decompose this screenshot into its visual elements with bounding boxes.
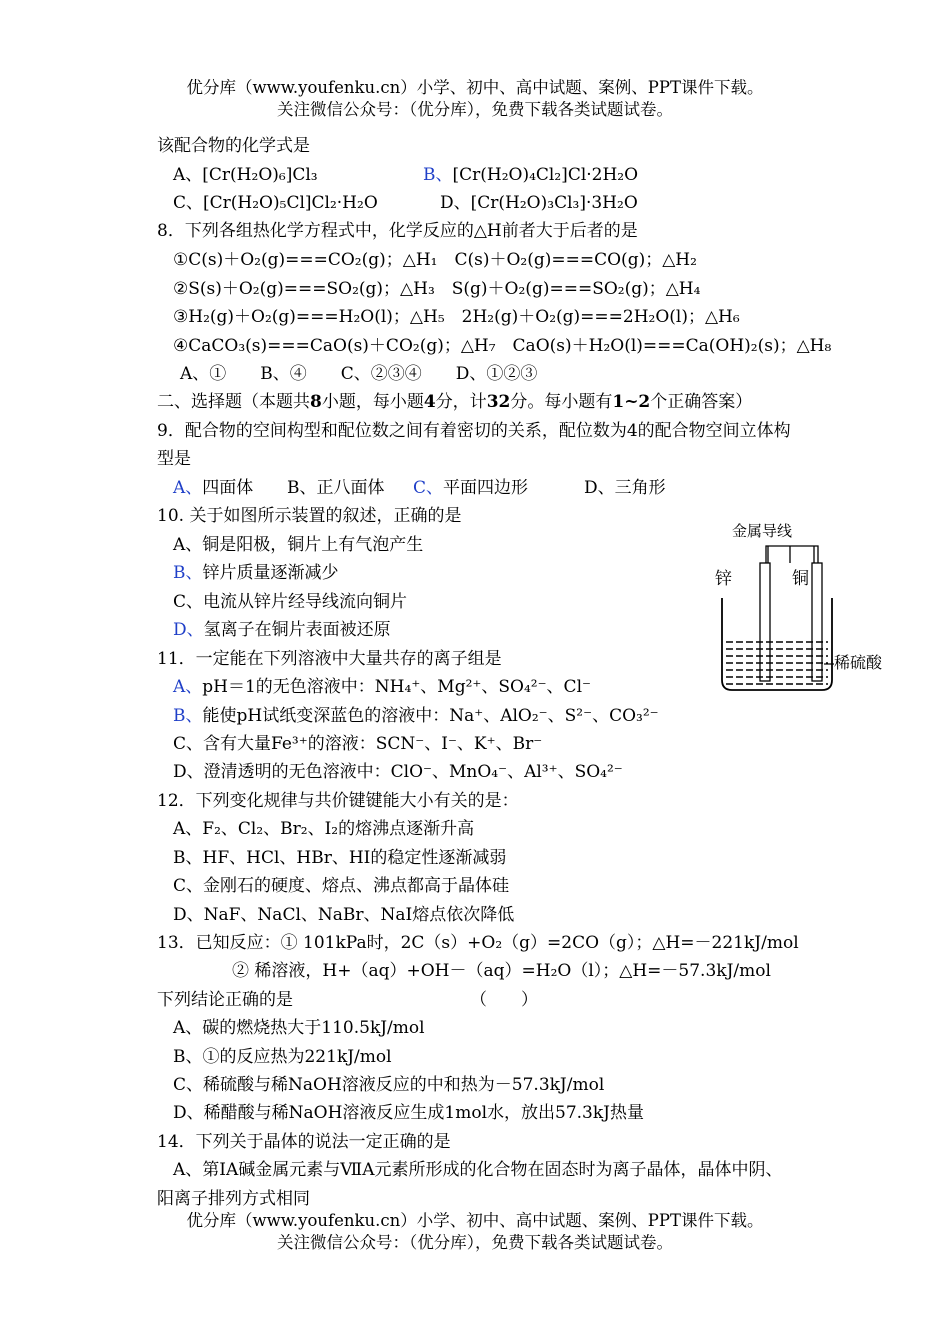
- q13-stem-line-2: ② 稀溶液，H+（aq）+OH－（aq）=H₂O（l）；△H=－57.3kJ/mol: [232, 961, 771, 981]
- header-line-2: 关注微信公众号：（优分库），免费下载各类试题试卷。: [277, 100, 673, 119]
- q8-reaction-1: ①C(s)＋O₂(g)===CO₂(g)；△H₁ C(s)＋O₂(g)===CO(g)；△H₂: [173, 250, 697, 270]
- q12-option-d: D、NaF、NaCl、NaBr、NaI熔点依次降低: [173, 905, 515, 925]
- q10-option-b: B、锌片质量逐渐减少: [173, 563, 339, 583]
- q13-stem-line-1: 13．已知反应：① 101kPa时，2C（s）+O₂（g）=2CO（g）；△H=－221kJ/mol: [157, 933, 799, 953]
- q7-option-c: C、[Cr(H₂O)₅Cl]Cl₂·H₂O: [173, 193, 378, 213]
- q14-stem: 14．下列关于晶体的说法一定正确的是: [157, 1132, 451, 1152]
- footer-line-1: 优分库（www.youfenku.cn）小学、初中、高中试题、案例、PPT课件下载。: [186, 1211, 764, 1230]
- q8-reaction-4: ④CaCO₃(s)===CaO(s)＋CO₂(g)；△H₇ CaO(s)＋H₂O(l)===Ca(OH)₂(s)；△H₈: [173, 336, 832, 356]
- fig-label-copper: 铜: [792, 569, 809, 588]
- q11-option-a: A、pH＝1的无色溶液中：NH₄⁺、Mg²⁺、SO₄²⁻、Cl⁻: [173, 677, 591, 697]
- header-line-1: 优分库（www.youfenku.cn）小学、初中、高中试题、案例、PPT课件下载。: [186, 78, 764, 97]
- q12-stem: 12．下列变化规律与共价键键能大小有关的是：: [157, 791, 519, 811]
- footer-line-2: 关注微信公众号：（优分库），免费下载各类试题试卷。: [277, 1233, 673, 1252]
- fig-label-wire: 金属导线: [732, 523, 793, 540]
- q13-option-d: D、稀醋酸与稀NaOH溶液反应生成1mol水，放出57.3kJ热量: [173, 1103, 644, 1123]
- q7-stem: 该配合物的化学式是: [157, 136, 310, 156]
- q9-option-c: C、平面四边形: [413, 478, 529, 498]
- q14-option-a-line-1: A、第ⅠA碱金属元素与ⅦA元素所形成的化合物在固态时为离子晶体，晶体中阴、: [173, 1160, 783, 1180]
- q13-option-b: B、①的反应热为221kJ/mol: [173, 1047, 392, 1067]
- q13-answer-blank: （ ）: [470, 990, 538, 1010]
- q8-options: A、① B、④ C、②③④ D、①②③: [180, 364, 538, 384]
- q12-option-a: A、F₂、Cl₂、Br₂、I₂的熔沸点逐渐升高: [173, 819, 475, 839]
- q7-option-b: B、[Cr(H₂O)₄Cl₂]Cl·2H₂O: [423, 165, 639, 185]
- fig-label-zinc: 锌: [715, 569, 732, 588]
- q9-option-d: D、三角形: [584, 478, 666, 498]
- q11-option-c: C、含有大量Fe³⁺的溶液：SCN⁻、I⁻、K⁺、Br⁻: [173, 734, 543, 754]
- fig-label-acid: 稀硫酸: [834, 655, 883, 672]
- q10-option-a: A、铜是阳极，铜片上有气泡产生: [173, 535, 424, 555]
- q9-stem-line-1: 9．配合物的空间构型和配位数之间有着密切的关系，配位数为4的配合物空间立体构: [157, 421, 791, 441]
- q12-option-c: C、金刚石的硬度、熔点、沸点都高于晶体硅: [173, 876, 510, 896]
- q11-option-b: B、能使pH试纸变深蓝色的溶液中：Na⁺、AlO₂⁻、S²⁻、CO₃²⁻: [173, 706, 659, 726]
- q13-option-c: C、稀硫酸与稀NaOH溶液反应的中和热为－57.3kJ/mol: [173, 1075, 605, 1095]
- section-2-heading: 二、选择题（本题共8小题，每小题4分，计32分。每小题有1~2个正确答案）: [157, 392, 753, 412]
- q10-option-c: C、电流从锌片经导线流向铜片: [173, 592, 408, 612]
- q14-option-a-line-2: 阳离子排列方式相同: [157, 1189, 310, 1209]
- q8-reaction-3: ③H₂(g)＋O₂(g)===H₂O(l)；△H₅ 2H₂(g)＋O₂(g)===2H₂O(l)；△H₆: [173, 307, 740, 327]
- q9-stem-line-2: 型是: [157, 449, 191, 469]
- q7-option-d: D、[Cr(H₂O)₃Cl₃]·3H₂O: [440, 193, 638, 213]
- q10-option-d: D、氢离子在铜片表面被还原: [173, 620, 391, 640]
- q11-option-d: D、澄清透明的无色溶液中：ClO⁻、MnO₄⁻、Al³⁺、SO₄²⁻: [173, 762, 623, 782]
- q13-option-a: A、碳的燃烧热大于110.5kJ/mol: [173, 1018, 425, 1038]
- q13-stem-line-3: 下列结论正确的是: [157, 990, 293, 1010]
- q9-option-a: A、四面体: [173, 478, 254, 498]
- q9-option-b: B、正八面体: [287, 478, 385, 498]
- q11-stem: 11．一定能在下列溶液中大量共存的离子组是: [157, 649, 502, 669]
- q12-option-b: B、HF、HCl、HBr、HI的稳定性逐渐减弱: [173, 848, 507, 868]
- q10-stem: 10. 关于如图所示装置的叙述，正确的是: [157, 506, 462, 526]
- q8-stem: 8．下列各组热化学方程式中，化学反应的△H前者大于后者的是: [157, 221, 638, 241]
- q8-reaction-2: ②S(s)＋O₂(g)===SO₂(g)；△H₃ S(g)＋O₂(g)===SO₂(g)；△H₄: [173, 279, 701, 299]
- galvanic-cell-figure: [712, 518, 892, 703]
- q7-option-a: A、[Cr(H₂O)₆]Cl₃: [173, 165, 318, 185]
